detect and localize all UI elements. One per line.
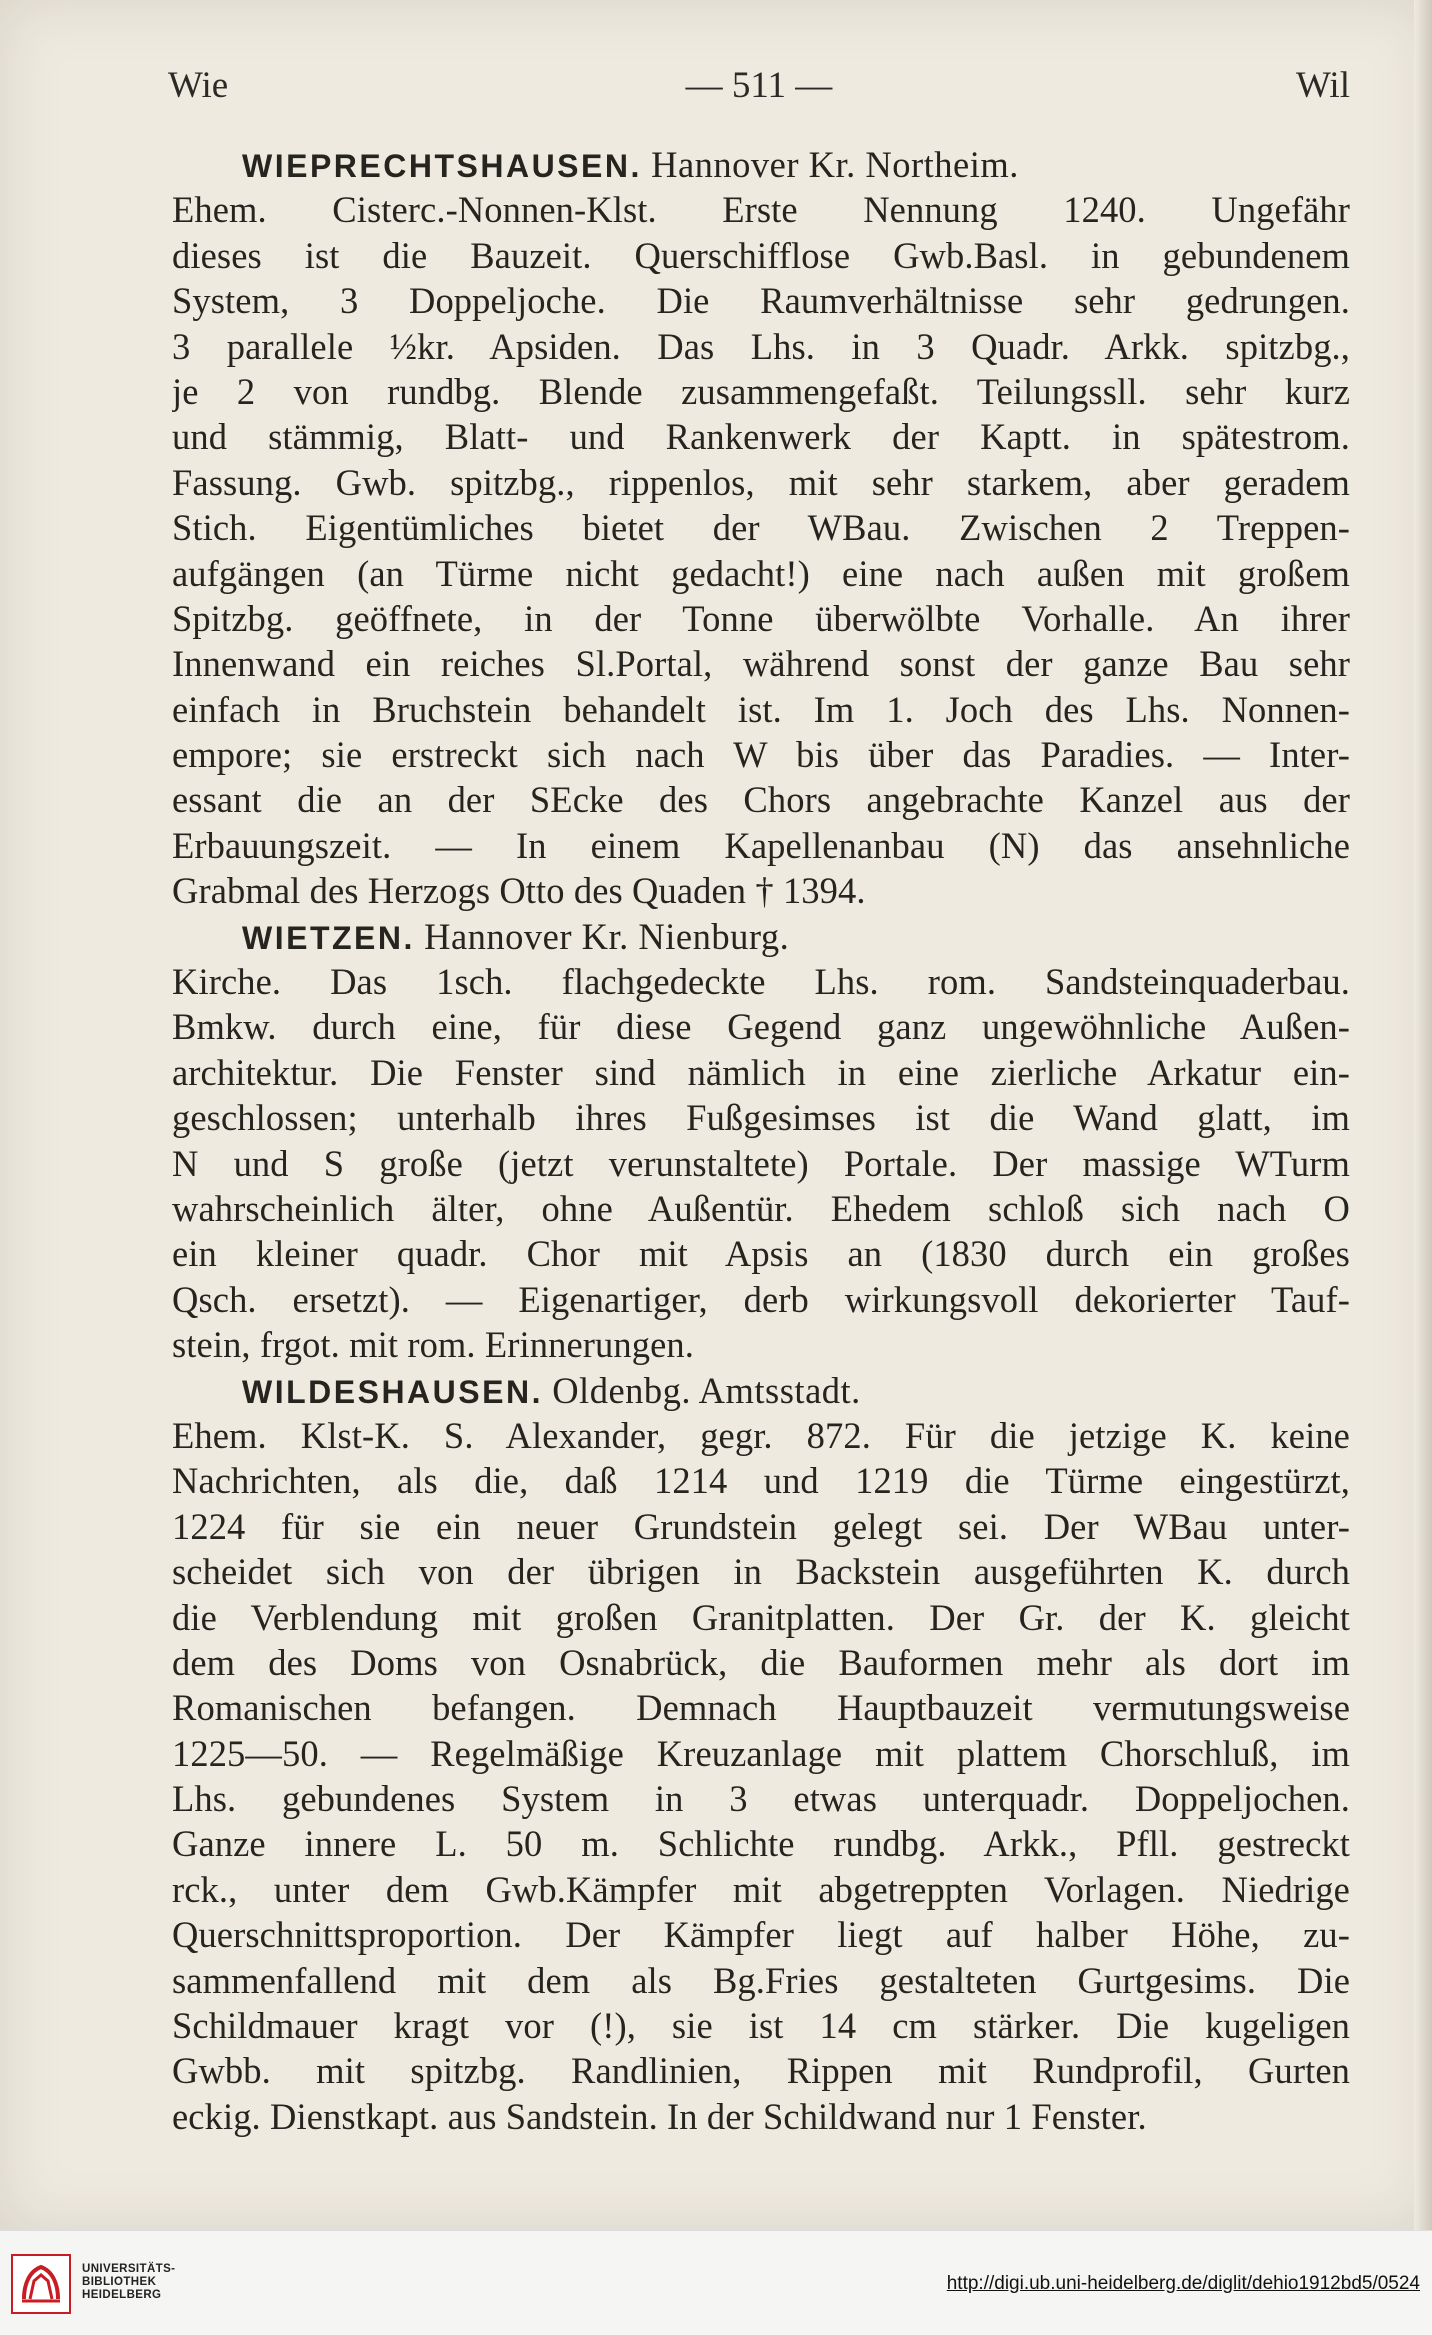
- library-name-line: UNIVERSITÄTS-: [82, 2263, 176, 2275]
- text-line: eckig. Dienstkapt. aus Sandstein. In der Schildwand nur 1 Fenster.: [172, 2095, 1147, 2137]
- body-text: [172, 142, 1350, 2139]
- text-line: rck., unter dem Gwb.Kämpfer mit abgetreppten Vorlagen. Niedrige: [172, 1868, 1350, 1910]
- text-line: Ehem. Cisterc.-Nonnen-Klst. Erste Nennung 1240. Ungefähr: [172, 189, 1350, 231]
- running-head-right: Wil: [1295, 65, 1350, 106]
- text-line: Bmkw. durch eine, für diese Gegend ganz ungewöhnliche Außen-: [172, 1006, 1350, 1048]
- text-line: und stämmig, Blatt- und Rankenwerk der Kaptt. in spätestrom.: [172, 416, 1350, 458]
- text-line: scheidet sich von der übrigen in Backstein ausgeführten K. durch: [172, 1551, 1350, 1593]
- text-line: dem des Doms von Osnabrück, die Bauformen mehr als dort im: [172, 1641, 1350, 1683]
- library-name: [82, 2263, 175, 2302]
- text-line: einfach in Bruchstein behandelt ist. Im 1. Joch des Lhs. Nonnen-: [172, 688, 1350, 730]
- text-line: Lhs. gebundenes System in 3 etwas unterquadr. Doppeljochen.: [172, 1778, 1350, 1820]
- text-line: Qsch. ersetzt). — Eigenartiger, derb wirkungsvoll dekorierter Tauf-: [172, 1278, 1350, 1320]
- text-line: Schildmauer kragt vor (!), sie ist 14 cm stärker. Die kugeligen: [172, 2005, 1350, 2047]
- text-line: 3 parallele ½kr. Apsiden. Das Lhs. in 3 Quadr. Arkk. spitzbg.,: [172, 325, 1350, 367]
- text-line: Erbauungszeit. — In einem Kapellenanbau (N) das ansehnliche: [172, 824, 1350, 866]
- text-line: Innenwand ein reiches Sl.Portal, während sonst der ganze Bau sehr: [172, 643, 1350, 685]
- text-line: ein kleiner quadr. Chor mit Apsis an (1830 durch ein großes: [172, 1233, 1350, 1275]
- text-line: Gwbb. mit spitzbg. Randlinien, Rippen mit Rundprofil, Gurten: [172, 2050, 1350, 2092]
- text-line: architektur. Die Fenster sind nämlich in eine zierliche Arkatur ein-: [172, 1051, 1350, 1093]
- source-url-link[interactable]: http://digi.ub.uni-heidelberg.de/diglit/dehio1912bd5/0524: [946, 2273, 1420, 2294]
- text-line: Querschnittsproportion. Der Kämpfer liegt auf halber Höhe, zu-: [172, 1914, 1350, 1956]
- text-line: Spitzbg. geöffnete, in der Tonne überwölbte Vorhalle. An ihrer: [172, 597, 1350, 639]
- library-name-line: HEIDELBERG: [82, 2289, 162, 2301]
- entry-heading-line: [172, 1368, 1350, 1413]
- text-line: N und S große (jetzt verunstaltete) Portale. Der massige WTurm: [172, 1142, 1350, 1184]
- text-line: aufgängen (an Türme nicht gedacht!) eine nach außen mit großem: [172, 552, 1350, 594]
- text-line: dieses ist die Bauzeit. Querschifflose Gwb.Basl. in gebundenem: [172, 234, 1350, 276]
- text-line: Stich. Eigentümliches bietet der WBau. Zwischen 2 Treppen-: [172, 507, 1350, 549]
- text-line: Kirche. Das 1sch. flachgedeckte Lhs. rom. Sandsteinquaderbau.: [172, 961, 1350, 1003]
- footer-bar: [0, 2230, 1432, 2335]
- text-line: stein, frgot. mit rom. Erinnerungen.: [172, 1324, 694, 1366]
- text-line: geschlossen; unterhalb ihres Fußgesimses ist die Wand glatt, im: [172, 1097, 1350, 1139]
- heidelberg-library-logo-icon: [10, 2253, 72, 2315]
- entry-place: Hannover Kr. Northeim.: [651, 144, 1019, 185]
- text-line: Romanischen befangen. Demnach Hauptbauzeit vermutungsweise: [172, 1687, 1350, 1729]
- text-line: System, 3 Doppeljoche. Die Raumverhältnisse sehr gedrungen.: [172, 280, 1350, 322]
- text-line: wahrscheinlich älter, ohne Außentür. Ehedem schloß sich nach O: [172, 1187, 1350, 1229]
- text-line: essant die an der SEcke des Chors angebrachte Kanzel aus der: [172, 779, 1350, 821]
- entry-place: Hannover Kr. Nienburg.: [424, 915, 790, 957]
- text-line: 1225—50. — Regelmäßige Kreuzanlage mit plattem Chorschluß, im: [172, 1732, 1350, 1774]
- text-line: Ganze innere L. 50 m. Schlichte rundbg. Arkk., Pfll. gestreckt: [172, 1823, 1350, 1865]
- text-line: 1224 für sie ein neuer Grundstein gelegt sei. Der WBau unter-: [172, 1505, 1350, 1547]
- entry-heading-line: [172, 914, 1350, 959]
- text-line: Nachrichten, als die, daß 1214 und 1219 die Türme eingestürzt,: [172, 1460, 1350, 1502]
- running-head: [168, 64, 1350, 114]
- entry-heading: WIEPRECHTSHAUSEN.: [242, 148, 642, 184]
- text-line: die Verblendung mit großen Granitplatten. Der Gr. der K. gleicht: [172, 1596, 1350, 1638]
- text-line: je 2 von rundbg. Blende zusammengefaßt. Teilungssll. sehr kurz: [172, 370, 1350, 412]
- entry-place: Oldenbg. Amtsstadt.: [552, 1369, 861, 1411]
- text-line: Grabmal des Herzogs Otto des Quaden † 1394.: [172, 870, 866, 912]
- entry-heading: WIETZEN.: [242, 919, 415, 956]
- library-name-line: BIBLIOTHEK: [82, 2276, 157, 2288]
- entry-heading-line: [172, 142, 1350, 187]
- text-line: Fassung. Gwb. spitzbg., rippenlos, mit sehr starkem, aber geradem: [172, 461, 1350, 503]
- running-head-left: Wie: [168, 65, 229, 106]
- page-edge: [1414, 0, 1432, 2230]
- page-number: — 511 —: [685, 65, 833, 106]
- text-line: sammenfallend mit dem als Bg.Fries gestalteten Gurtgesims. Die: [172, 1959, 1350, 2001]
- text-line: empore; sie erstreckt sich nach W bis über das Paradies. — Inter-: [172, 734, 1350, 776]
- text-line: Ehem. Klst-K. S. Alexander, gegr. 872. Für die jetzige K. keine: [172, 1414, 1350, 1456]
- entry-heading: WILDESHAUSEN.: [242, 1373, 543, 1410]
